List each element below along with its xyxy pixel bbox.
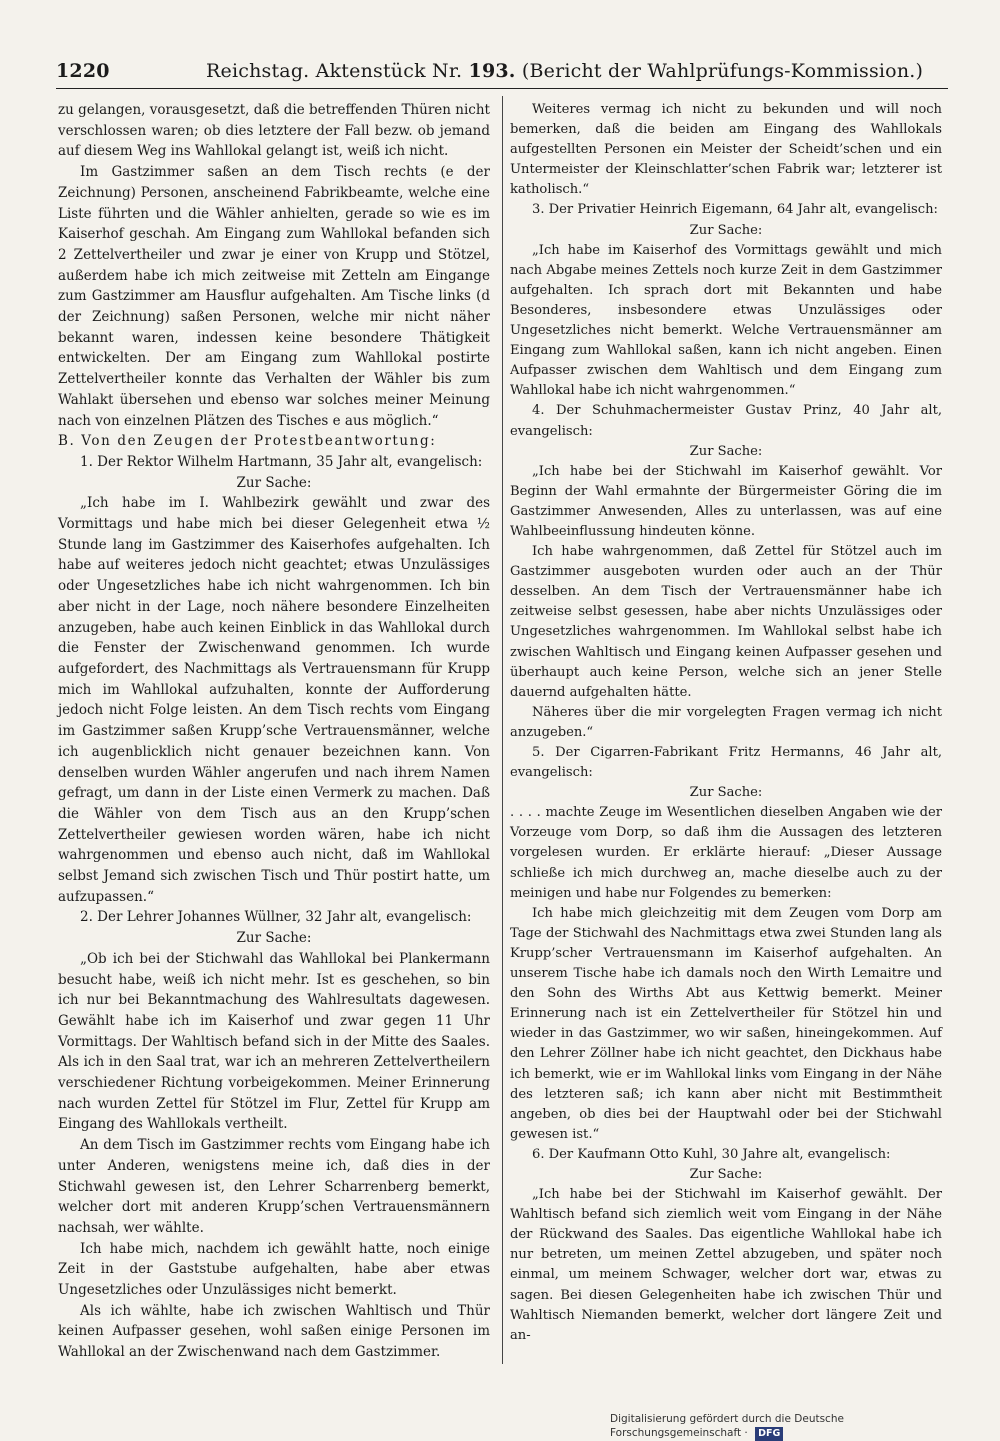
credit-text: Digitalisierung gefördert durch die Deutsche Forschungsgemeinschaft · (610, 1413, 844, 1439)
document-number: 193. (468, 60, 516, 82)
subheading-zur-sache: Zur Sache: (689, 785, 763, 801)
header-rule (56, 88, 948, 89)
subheading-zur-sache: Zur Sache: (236, 930, 312, 947)
subheading-zur-sache: Zur Sache: (236, 474, 312, 491)
column-divider (502, 96, 503, 1364)
paragraph: Im Gastzimmer saßen an dem Tisch rechts (e der Zeichnung) Personen, anscheinend Fabrikbeamte, welche eine Liste führten und die Wähler anhielten, gerade so wie es im Kaiserhof geschah. Am Eingang zum Wahllokal befanden sich 2 Zettelvertheiler und zwar je einer von Krupp und Stötzel, außerdem habe ich mich zeitweise mit Zetteln am Eingange zum Gastzimmer am Hausflur aufgehalten. Am Tische links (d der Zeichnung) saßen Personen, welche mir nicht näher bekannt waren, indessen keine besondere Thätigkeit entwickelten. Der am Eingang zum Wahllokal postirte Zettelvertheiler konnte das Verhalten der Wähler bis zum Wahlakt übersehen und ebenso war solches meiner Meinung nach von einzelnen Plätzen des Tisches e aus möglich.“ (58, 164, 490, 429)
testimony-paragraph: „Ich habe bei der Stichwahl im Kaiserhof gewählt. Vor Beginn der Wahl ermahnte der Bürgermeister Göring die im Gastzimmer Anwesenden, Alles zu unterlassen, was auf eine Wahlbeeinflussung hindeuten könne. (510, 463, 942, 539)
left-column (58, 100, 490, 1363)
subheading-zur-sache: Zur Sache: (689, 1166, 763, 1182)
running-title-suffix: (Bericht der Wahlprüfungs-Kommission.) (521, 60, 924, 82)
dfg-logo: DFG (755, 1427, 783, 1441)
right-column (510, 100, 942, 1346)
testimony-paragraph: „Ich habe im I. Wahlbezirk gewählt und zwar des Vormittags und habe mich bei dieser Gelegenheit etwa ½ Stunde lang im Gastzimmer des Kaiserhofes aufgehalten. Ich habe auf weiteres jedoch nicht geachtet; etwas Unzulässiges oder Ungesetzliches habe ich nicht wahrgenommen. Ich bin aber nicht in der Lage, noch nähere besondere Einzelheiten anzugeben, habe auch keinen Einblick in das Wahllokal durch die Fenster der Zwischenwand genommen. Ich wurde aufgefordert, des Nachmittags als Vertrauensmann für Krupp mich im Wahllokal aufzuhalten, konnte der Aufforderung jedoch nicht Folge leisten. An dem Tisch rechts vom Eingang im Gastzimmer saßen Krupp’sche Vertrauensmänner, welche ich augenblicklich nicht genauer bezeichnen kann. Von denselben wurden Wähler angerufen und nach ihrem Namen gefragt, um dann in der Liste einen Vermerk zu machen. Daß die Wähler von dem Tisch aus an den Krupp’schen Zettelvertheiler gewiesen worden wären, habe ich nicht wahrgenommen und ebenso auch nicht, daß im Wahllokal selbst Jemand sich zwischen Tisch und Thür postirt hatte, um aufzupassen.“ (58, 495, 490, 905)
witness-heading: 6. Der Kaufmann Otto Kuhl, 30 Jahre alt, evangelisch: (532, 1146, 891, 1162)
testimony-paragraph: Ich habe mich gleichzeitig mit dem Zeugen vom Dorp am Tage der Stichwahl des Nachmittags etwa zwei Stunden lang als Krupp’scher Vertrauensmann im Kaiserhof aufgehalten. An unserem Tische habe ich damals noch den Wirth Lemaitre und den Sohn des Wirths Abt aus Kettwig bemerkt. Meiner Erinnerung nach ist ein Zettelvertheiler für Stötzel hin und wieder in das Gastzimmer, wo wir saßen, hineingekommen. Auf den Lehrer Zöllner habe ich nicht geachtet, den Dickhaus habe ich bemerkt, wie er im Wahllokal links vom Eingang in der Nähe des letzteren saß; ich kann aber nicht mit Bestimmtheit angeben, ob dies bei der Hauptwahl oder bei der Stichwahl gewesen ist.“ (510, 905, 942, 1142)
witness-heading: 5. Der Cigarren-Fabrikant Fritz Hermanns, 46 Jahr alt, evangelisch: (510, 745, 942, 781)
witness-heading: 3. Der Privatier Heinrich Eigemann, 64 Jahr alt, evangelisch: (532, 202, 938, 218)
testimony-paragraph: Weiteres vermag ich nicht zu bekunden und will noch bemerken, daß die beiden am Eingang des Wahllokals aufgestellten Personen ein Meister der Scheidt’schen und ein Untermeister der Kleinschlatter’schen Fabrik war; letzterer ist katholisch.“ (510, 102, 942, 198)
running-title-prefix: Reichstag. Aktenstück Nr. (206, 60, 463, 82)
witness-heading: 1. Der Rektor Wilhelm Hartmann, 35 Jahr alt, evangelisch: (80, 453, 483, 470)
testimony-paragraph: „Ich habe bei der Stichwahl im Kaiserhof gewählt. Der Wahltisch befand sich ziemlich weit vom Eingang in der Nähe der Rückwand des Saales. Das eigentliche Wahllokal habe ich nur betreten, um meinen Zettel abzugeben, und später noch einmal, um meinem Schwager, welcher dort war, etwas zu sagen. Bei diesen Gelegenheiten habe ich zwischen Thür und Wahltisch Niemanden bemerkt, welcher dort längere Zeit und an- (510, 1187, 942, 1343)
testimony-paragraph: „Ich habe im Kaiserhof des Vormittags gewählt und mich nach Abgabe meines Zettels noch kurze Zeit in dem Gastzimmer aufgehalten. Ich sprach dort mit Bekannten und habe Besonderes, insbesondere etwas Unzulässiges oder Ungesetzliches nicht bemerkt. Welche Vertrauensmänner am Eingang zum Wahllokal saßen, kann ich nicht angeben. Einen Aufpasser zwischen dem Wahltisch und dem Eingang zum Wahllokal habe ich nicht wahrgenommen.“ (510, 242, 942, 399)
testimony-paragraph: „Ob ich bei der Stichwahl das Wahllokal bei Plankermann besucht habe, weiß ich nicht mehr. Ist es geschehen, so bin ich nur bei Bekanntmachung des Wahlresultats dagewesen. Gewählt habe ich im Kaiserhof und zwar gegen 11 Uhr Vormittags. Der Wahltisch befand sich in der Mitte des Saales. Als ich in den Saal trat, war ich an mehreren Zettelvertheilern verschiedener Richtung vorbeigekommen. Meiner Erinnerung nach wurden Zettel für Stötzel im Flur, Zettel für Krupp am Eingang des Wahllokals vertheilt. (58, 950, 490, 1133)
running-title (206, 56, 948, 86)
subheading-zur-sache: Zur Sache: (689, 443, 763, 459)
testimony-paragraph: Ich habe mich, nachdem ich gewählt hatte, noch einige Zeit in der Gaststube aufgehalten, habe aber etwas Ungesetzliches oder Unzulässiges nicht bemerkt. (58, 1240, 490, 1299)
testimony-paragraph: . . . . machte Zeuge im Wesentlichen dieselben Angaben wie der Vorzeuge vom Dorp, so daß ihm die Aussagen des letzteren vorgelesen wurden. Er erklärte hierauf: „Dieser Aussage schließe ich mich durchweg an, mache dieselbe auch zu der meinigen und habe nur Folgendes zu bemerken: (510, 805, 942, 901)
witness-heading: 4. Der Schuhmachermeister Gustav Prinz, 40 Jahr alt, evangelisch: (510, 403, 942, 439)
paragraph: zu gelangen, vorausgesetzt, daß die betreffenden Thüren nicht verschlossen waren; ob dies letztere der Fall bezw. ob jemand auf diesem Weg ins Wahllokal gelangt ist, weiß ich nicht. (58, 102, 490, 160)
witness-heading: 2. Der Lehrer Johannes Wüllner, 32 Jahr alt, evangelisch: (80, 909, 472, 926)
testimony-paragraph: Näheres über die mir vorgelegten Fragen vermag ich nicht anzugeben.“ (510, 704, 942, 740)
section-heading: B. Von den Zeugen der Protestbeantwortung: (58, 433, 437, 450)
subheading-zur-sache: Zur Sache: (689, 222, 763, 238)
page-header (56, 56, 948, 86)
testimony-paragraph: An dem Tisch im Gastzimmer rechts vom Eingang habe ich unter Anderen, wenigstens meine ich, daß dies in der Stichwahl gewesen ist, den Lehrer Scharrenberg bemerkt, welcher dort mit anderen Krupp’schen Vertrauensmännern nachsah, wer wählte. (58, 1137, 490, 1236)
page-number: 1220 (56, 60, 110, 82)
digitization-credit (610, 1412, 950, 1439)
testimony-paragraph: Ich habe wahrgenommen, daß Zettel für Stötzel auch im Gastzimmer ausgeboten wurden oder auch an der Thür desselben. An dem Tisch der Vertrauensmänner habe ich zeitweise selbst gesessen, habe aber nichts Unzulässiges oder Ungesetzliches wahrgenommen. Im Wahllokal selbst habe ich zwischen Wahltisch und Eingang keinen Aufpasser gesehen und überhaupt auch keine Person, welche sich an jener Stelle dauernd aufgehalten hätte. (510, 544, 942, 700)
testimony-paragraph: Als ich wählte, habe ich zwischen Wahltisch und Thür keinen Aufpasser gesehen, wohl saßen einige Personen im Wahllokal an der Zwischenwand nach dem Gastzimmer. (58, 1302, 490, 1361)
